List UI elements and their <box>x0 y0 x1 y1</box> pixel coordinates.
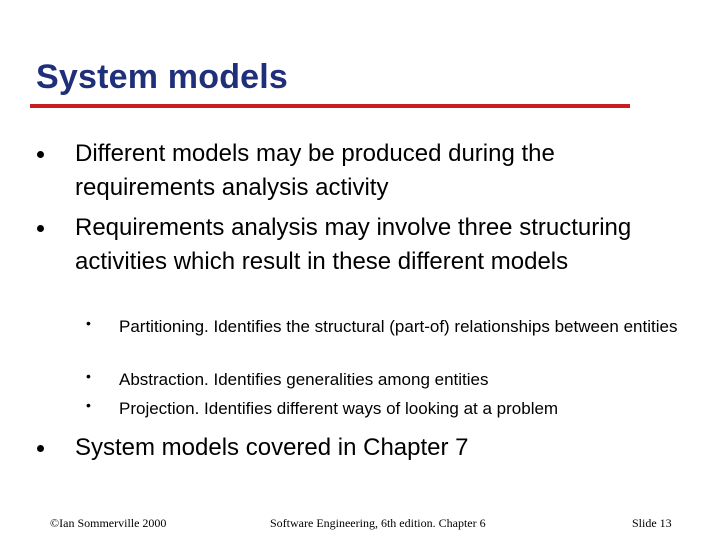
bullet-item-1: Different models may be produced during the requirements analysis activity <box>75 140 555 201</box>
bullet-item-3: System models covered in Chapter 7 <box>75 434 469 461</box>
footer-slide-number: Slide 13 <box>632 516 672 530</box>
footer-copyright: ©Ian Sommerville 2000 <box>50 516 167 530</box>
slide-title: System models <box>36 58 289 96</box>
sub-bullet-item-2: Abstraction. Identifies generalities among entities <box>119 370 489 389</box>
bullet-marker <box>37 225 44 232</box>
footer-book-title: Software Engineering, 6th edition. Chapter 6 <box>270 516 486 530</box>
sub-bullet-item-3: Projection. Identifies different ways of looking at a problem <box>119 399 559 418</box>
sub-bullet-marker: • <box>86 368 91 384</box>
bullet-marker <box>37 445 44 452</box>
bullet-marker <box>37 151 44 158</box>
bullet-item-2: Requirements analysis may involve three structuring activities which result in these different models <box>75 214 632 275</box>
sub-bullet-marker: • <box>86 315 91 331</box>
sub-bullet-marker: • <box>86 397 91 413</box>
sub-bullet-item-1: Partitioning. Identifies the structural (part-of) relationships between entities <box>119 317 678 336</box>
